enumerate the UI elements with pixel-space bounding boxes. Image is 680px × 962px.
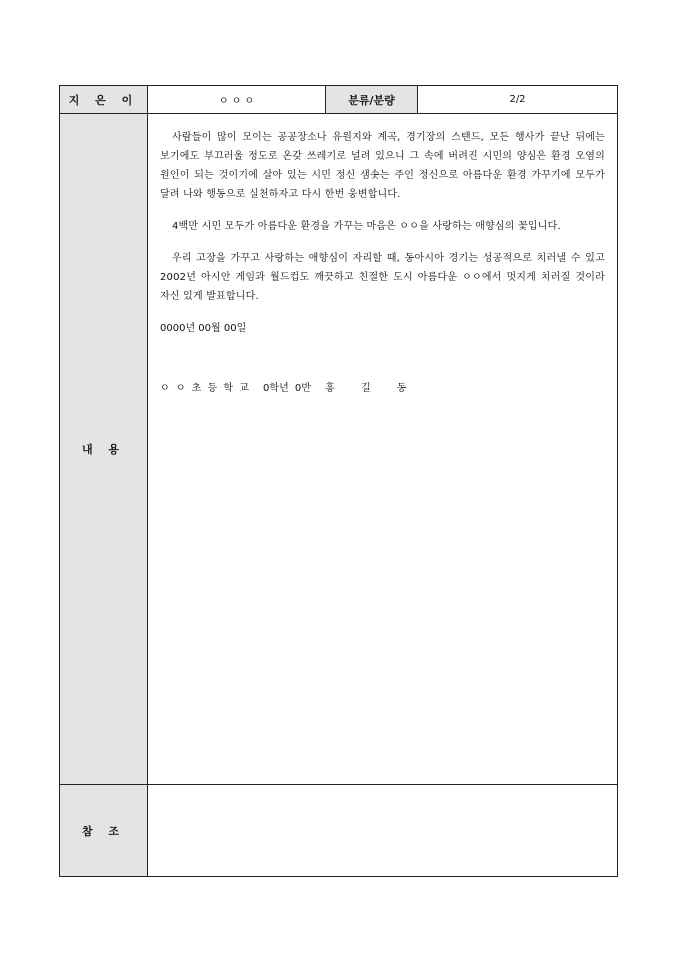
reference-row [60, 785, 618, 877]
author-label: 지 은 이 [60, 86, 148, 114]
content-paragraph: 4백만 시민 모두가 아름다운 환경을 가꾸는 마음은 ㅇㅇ을 사랑하는 애향심의 꽃입니다. [172, 221, 561, 232]
speech-date: 0000년 00월 00일 [160, 323, 247, 334]
document-form-table [59, 85, 618, 877]
content-row [60, 114, 618, 785]
category-label: 분류/분량 [326, 86, 418, 114]
reference-value [148, 785, 618, 877]
content-label: 내 용 [60, 114, 148, 785]
content-cell [148, 114, 618, 785]
content-paragraph: 우리 고장을 가꾸고 사랑하는 애향심이 자리할 때, 동아시아 경기는 성공적으로 치러낼 수 있고 2002년 아시안 게임과 월드컵도 깨끗하고 친절한 도시 아름다운 ㅇㅇ에서 멋지게 치러질 것이라 자신 있게 발표합니다. [160, 253, 605, 302]
reference-label: 참 조 [60, 785, 148, 877]
school-name: ㅇ ㅇ 초 등 학 교 [160, 383, 249, 394]
author-value: ㅇ ㅇ ㅇ [148, 86, 326, 114]
header-row [60, 86, 618, 114]
speaker-name: 홍 길 동 [325, 383, 417, 394]
content-paragraph: 사람들이 많이 모이는 공공장소나 유원지와 계곡, 경기장의 스탠드, 모든 행사가 끝난 뒤에는 보기에도 부끄러울 정도로 온갖 쓰레기로 널려 있으니 그 속에 버려진 시민의 양심은 환경 오염의 원인이 되는 것이기에 살아 있는 시민 정신 샘솟는 주인 정신으로 아름다운 환경 가꾸기에 모두가 달려 나와 행동으로 실천하자고 다시 한번 웅변합니다. [160, 132, 605, 200]
class-name: 0학년 0반 [263, 383, 311, 394]
signature-line [160, 381, 605, 397]
content-body [148, 114, 617, 784]
category-value: 2/2 [418, 86, 618, 114]
